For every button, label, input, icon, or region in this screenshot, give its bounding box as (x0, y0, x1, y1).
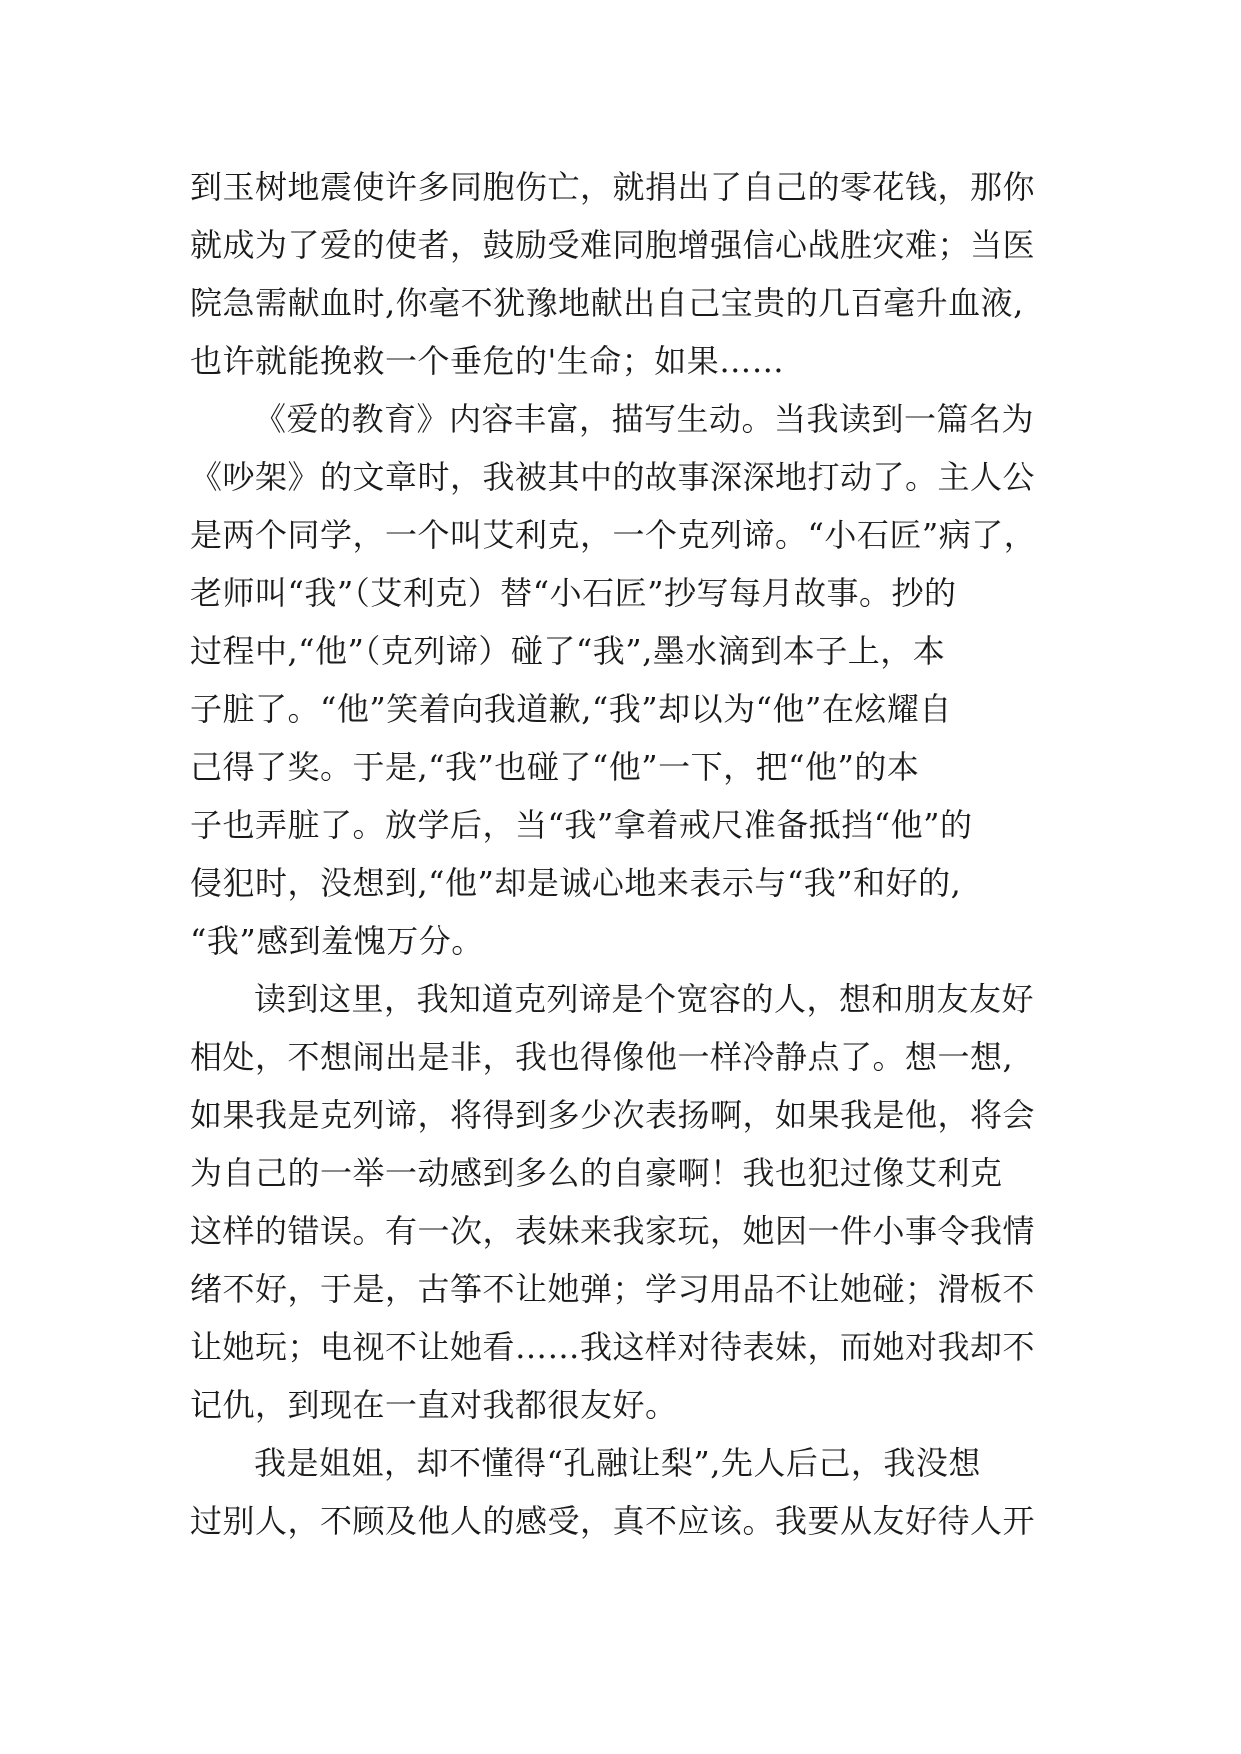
text-line: 老师叫“我”（艾利克）替“小石匠”抄写每月故事。抄的 (190, 574, 957, 612)
document-body (190, 158, 1090, 1550)
text-line: 是两个同学，一个叫艾利克，一个克列谛。“小石匠”病了， (190, 516, 1037, 554)
text-line: “我”感到羞愧万分。 (190, 922, 484, 960)
paragraph-2 (190, 390, 1090, 970)
text-line: 过别人，不顾及他人的感受，真不应该。我要从友好待人开 (190, 1502, 1036, 1540)
text-line: 《吵架》的文章时，我被其中的故事深深地打动了。主人公 (190, 458, 1036, 496)
text-line: 为自己的一举一动感到多么的自豪啊！我也犯过像艾利克 (190, 1154, 1003, 1192)
text-line: 记仇，到现在一直对我都很友好。 (190, 1386, 678, 1424)
text-line: 相处，不想闹出是非，我也得像他一样冷静点了。想一想, (190, 1038, 1014, 1076)
text-line: 子也弄脏了。放学后，当“我”拿着戒尺准备抵挡“他”的 (190, 806, 973, 844)
text-line: 侵犯时，没想到,“他”却是诚心地来表示与“我”和好的, (190, 864, 962, 902)
text-line: 到玉树地震使许多同胞伤亡，就捐出了自己的零花钱，那你 (190, 168, 1036, 206)
text-line: 过程中,“他”（克列谛）碰了“我”,墨水滴到本子上，本 (190, 632, 946, 670)
text-line: 就成为了爱的使者，鼓励受难同胞增强信心战胜灾难；当医 (190, 226, 1036, 264)
text-line: 绪不好，于是，古筝不让她弹；学习用品不让她碰；滑板不 (190, 1270, 1036, 1308)
text-line: 让她玩；电视不让她看……我这样对待表妹，而她对我却不 (190, 1328, 1036, 1366)
paragraph-4 (190, 1434, 1090, 1550)
text-line: 这样的错误。有一次，表妹来我家玩，她因一件小事令我情 (190, 1212, 1036, 1250)
paragraph-1 (190, 158, 1090, 390)
text-line: 院急需献血时,你毫不犹豫地献出自己宝贵的几百毫升血液, (190, 284, 1024, 322)
text-line: 子脏了。“他”笑着向我道歉,“我”却以为“他”在炫耀自 (190, 690, 952, 728)
text-line: 《爱的教育》内容丰富，描写生动。当我读到一篇名为 (254, 400, 1035, 438)
text-line: 也许就能挽救一个垂危的'生命；如果…… (190, 342, 785, 380)
text-line: 读到这里，我知道克列谛是个宽容的人，想和朋友友好 (254, 980, 1035, 1018)
text-line: 如果我是克列谛，将得到多少次表扬啊，如果我是他，将会 (190, 1096, 1036, 1134)
text-line: 我是姐姐，却不懂得“孔融让梨”,先人后己，我没想 (254, 1444, 981, 1482)
text-line: 己得了奖。于是,“我”也碰了“他”一下，把“他”的本 (190, 748, 920, 786)
paragraph-3 (190, 970, 1090, 1434)
